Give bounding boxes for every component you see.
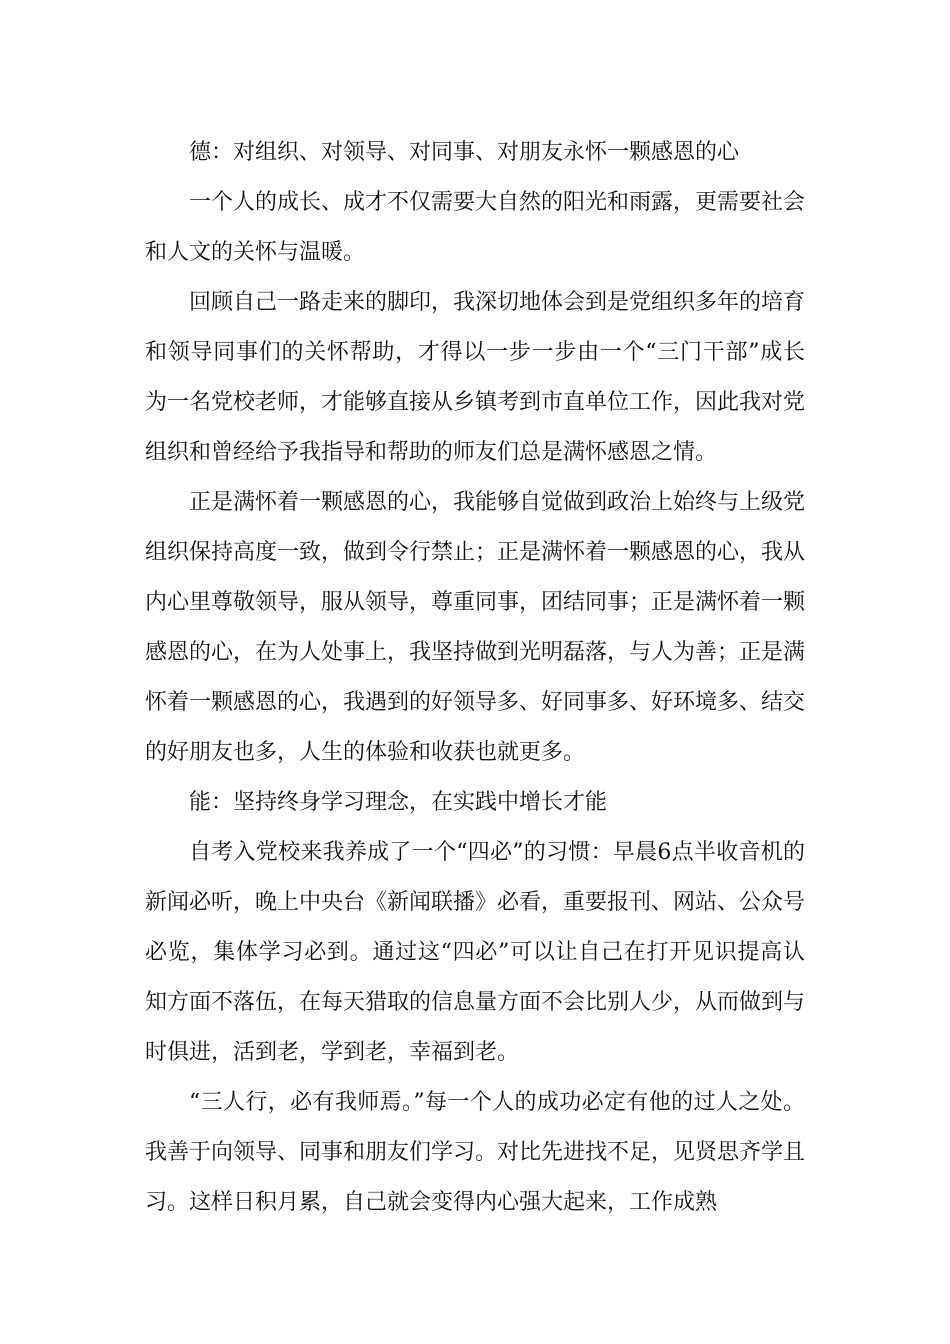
section-heading-neng: 能：坚持终身学习理念，在实践中增长才能 <box>189 790 608 815</box>
document-body <box>145 128 805 1228</box>
section-heading-de: 德：对组织、对领导、对同事、对朋友永怀一颗感恩的心 <box>189 140 740 165</box>
paragraph-review: 回顾自己一路走来的脚印，我深切地体会到是党组织多年的培育和领导同事们的关怀帮助，才得以一步一步由一个“三门干部”成长为一名党校老师，才能够直接从乡镇考到市直单位工作，因此我对党组织和曾经给予我指导和帮助的师友们总是满怀感恩之情。 <box>145 290 806 465</box>
paragraph-learn-from-others: “三人行，必有我师焉。”每一个人的成功必定有他的过人之处。我善于向领导、同事和朋友们学习。对比先进找不足，见贤思齐学且习。这样日积月累，自己就会变得内心强大起来，工作成熟 <box>145 1090 806 1215</box>
paragraph-four-musts: 自考入党校来我养成了一个“四必”的习惯：早晨6点半收音机的新闻必听，晚上中央台《新闻联播》必看，重要报刊、网站、公众号必览，集体学习必到。通过这“四必”可以让自己在打开见识提高认知方面不落伍，在每天猎取的信息量方面不会比别人少，从而做到与时俱进，活到老，学到老，幸福到老。 <box>145 840 806 1065</box>
paragraph-gratitude: 正是满怀着一颗感恩的心，我能够自觉做到政治上始终与上级党组织保持高度一致，做到令行禁止；正是满怀着一颗感恩的心，我从内心里尊敬领导，服从领导，尊重同事，团结同事；正是满怀着一颗感恩的心，在为人处事上，我坚持做到光明磊落，与人为善；正是满怀着一颗感恩的心，我遇到的好领导多、好同事多、好环境多、结交的好朋友也多，人生的体验和收获也就更多。 <box>145 490 806 765</box>
paragraph-growth: 一个人的成长、成才不仅需要大自然的阳光和雨露，更需要社会和人文的关怀与温暖。 <box>145 190 806 265</box>
